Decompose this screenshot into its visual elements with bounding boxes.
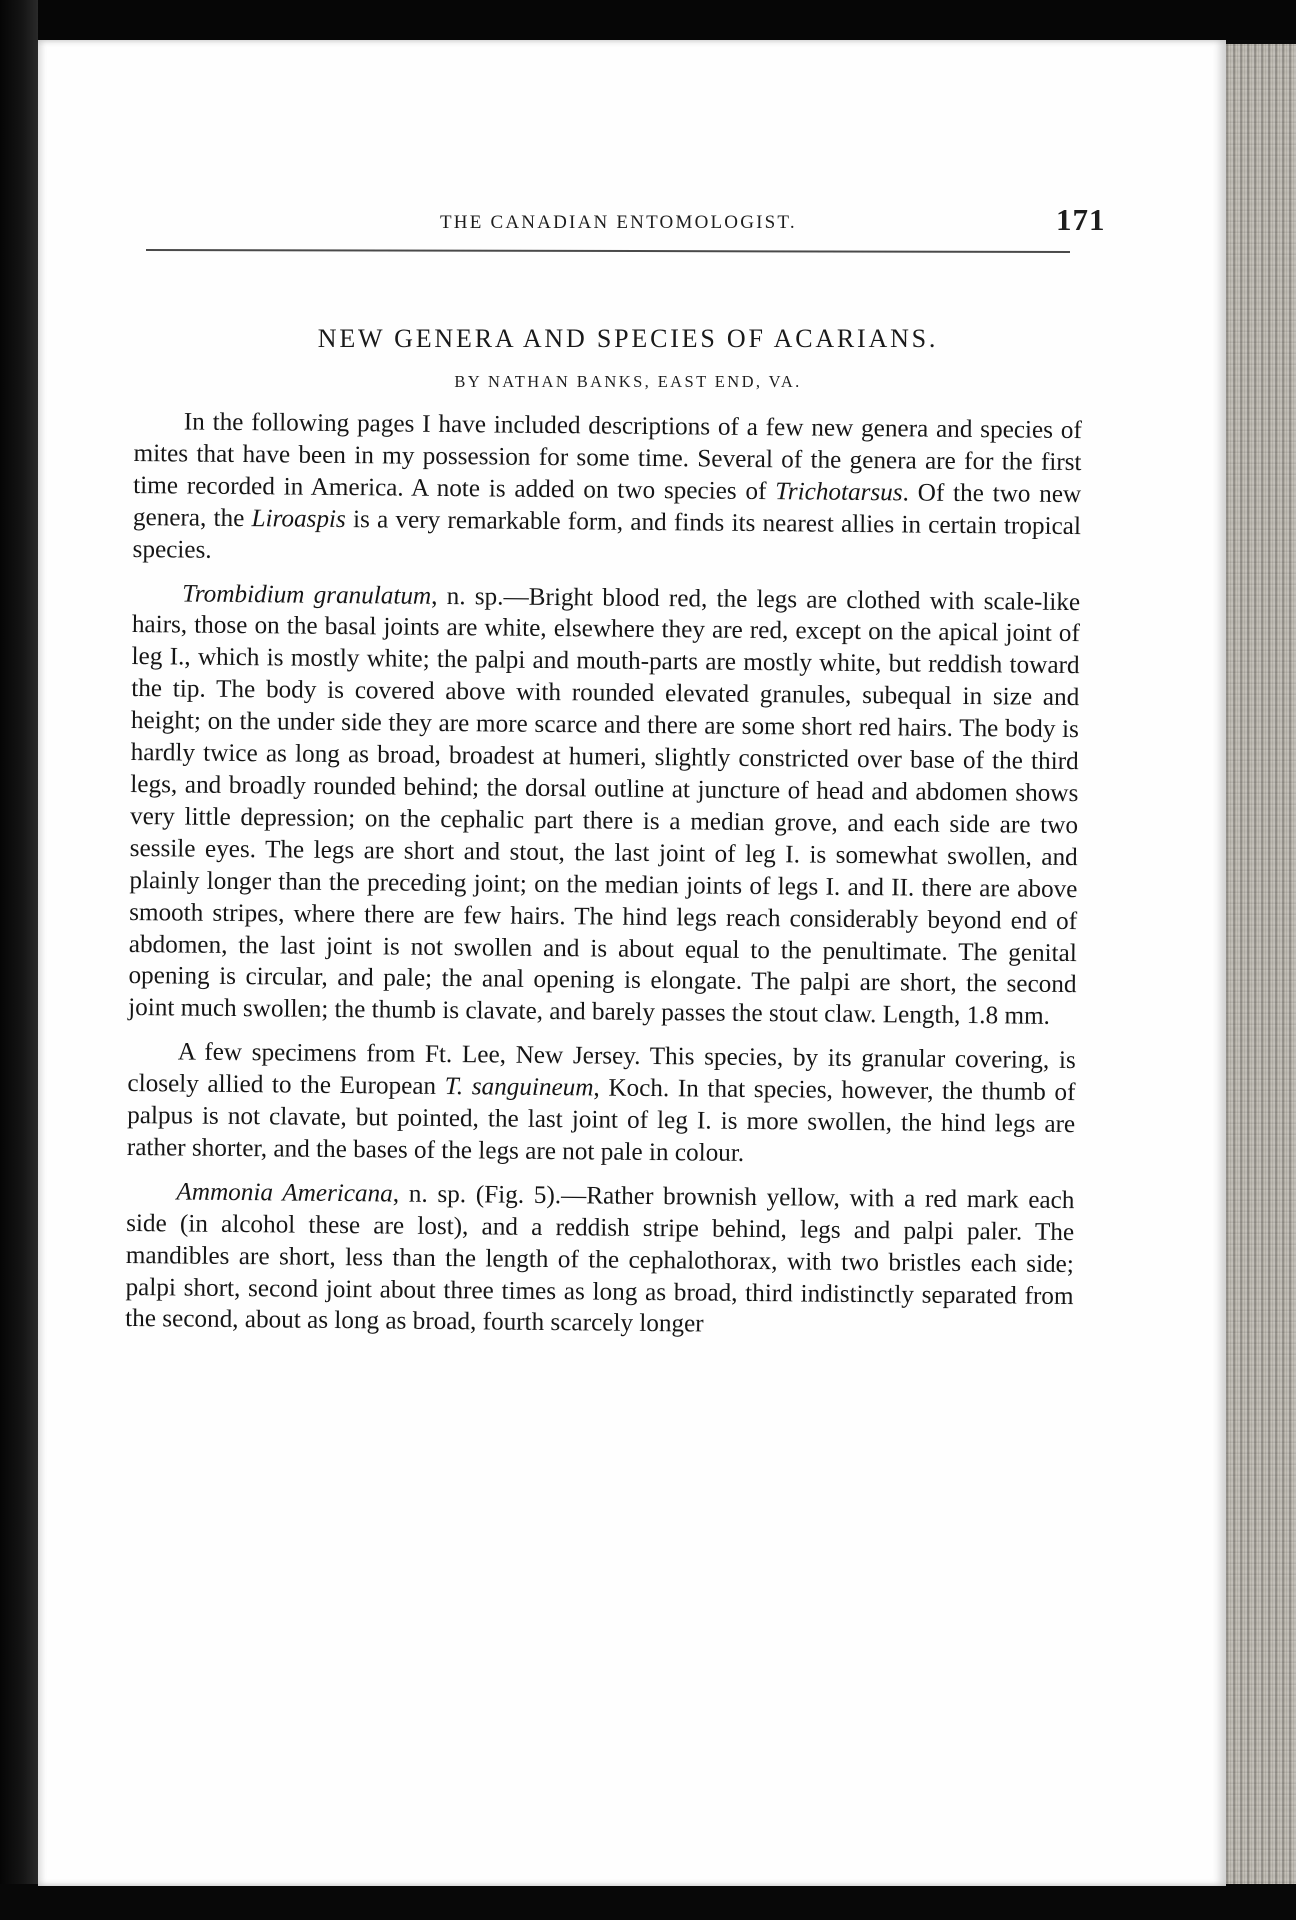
taxon-name: Trombidium granulatum bbox=[182, 580, 432, 610]
taxon-name: Liroaspis bbox=[251, 504, 346, 533]
top-dark-border bbox=[0, 0, 1296, 40]
text-run: , n. sp.—Bright blood red, the legs are clothed with scale-like hairs, those on the basal joints are white, elsewhere they are red, except on the apical joint of leg I., which is mostly white; the palpi and mouth-parts are mostly white, but reddish toward the tip. The body is covered above with rounded elevated granules, subequal in size and height; on the under side they are more scarce and there are some short red hairs. The body is hardly twice as long as broad, broadest at humeri, slightly constricted over base of the third legs, and broadly rounded behind; the dorsal outline at juncture of head and abdomen shows very little depression; on the cephalic part there is a median grove, and each side are two sessile eyes. The legs are short and stout, the last joint of leg I. is somewhat swollen, and plainly longer than the preceding joint; on the median joints of legs I. and II. there are above smooth stripes, where there are few hairs. The hind legs reach considerably beyond end of abdomen, the last joint is not swollen and is about equal to the penultimate. The genital opening is circular, and pale; the anal opening is elongate. The palpi are short, the second joint much swollen; the thumb is clavate, and barely passes the stout claw. Length, 1.8 mm. bbox=[128, 582, 1081, 1031]
text-run: , Koch. In that species, however, the thumb of palpus is not clavate, but pointed, the last joint of leg I. is more swollen, the hind legs are rather shorter, and the bases of the legs are not pale in colour. bbox=[126, 1074, 1076, 1167]
page-number: 171 bbox=[1056, 202, 1106, 237]
taxon-name: T. sanguineum bbox=[444, 1073, 594, 1102]
journal-title: THE CANADIAN ENTOMOLOGIST. bbox=[440, 212, 797, 233]
paragraph bbox=[127, 1036, 1076, 1173]
paragraph bbox=[128, 578, 1080, 1034]
article-body bbox=[125, 406, 1082, 1356]
article-title: NEW GENERA AND SPECIES OF ACARIANS. bbox=[317, 324, 939, 353]
paragraph bbox=[125, 1176, 1074, 1345]
paragraph bbox=[132, 406, 1081, 575]
journal-page bbox=[38, 40, 1226, 1886]
binding-edge bbox=[0, 0, 38, 1920]
text-run: . Of the two new genera, the bbox=[132, 479, 1082, 532]
taxon-name: Ammonia Americana bbox=[176, 1178, 393, 1208]
text-run: is a very remarkable form, and finds its nearest allies in certain tropical species. bbox=[132, 505, 1082, 564]
taxon-name: Trichotarsus bbox=[775, 477, 903, 507]
bottom-dark-border bbox=[0, 1884, 1296, 1920]
author-byline: BY NATHAN BANKS, EAST END, VA. bbox=[454, 372, 802, 391]
page-block-shading bbox=[1222, 44, 1296, 1894]
text-run: A few specimens from Ft. Lee, New Jersey. This species, by its granular covering, is closely allied to the European bbox=[127, 1038, 1076, 1101]
text-run: , n. sp. (Fig. 5).—Rather brownish yellow, with a red mark each side (in alcohol these are lost), and a reddish stripe behind, legs and palpi paler. The mandibles are short, less than the length of the cephalothorax, with two bristles each side; palpi short, second joint about three times as long as broad, third indistinctly separated from the second, about as long as broad, fourth scarcely longer bbox=[125, 1180, 1075, 1338]
text-run: In the following pages I have included descriptions of a few new genera and species of mites that have been in my possession for some time. Several of the genera are for the first time recorded in America. A note is added on two species of bbox=[133, 408, 1082, 505]
